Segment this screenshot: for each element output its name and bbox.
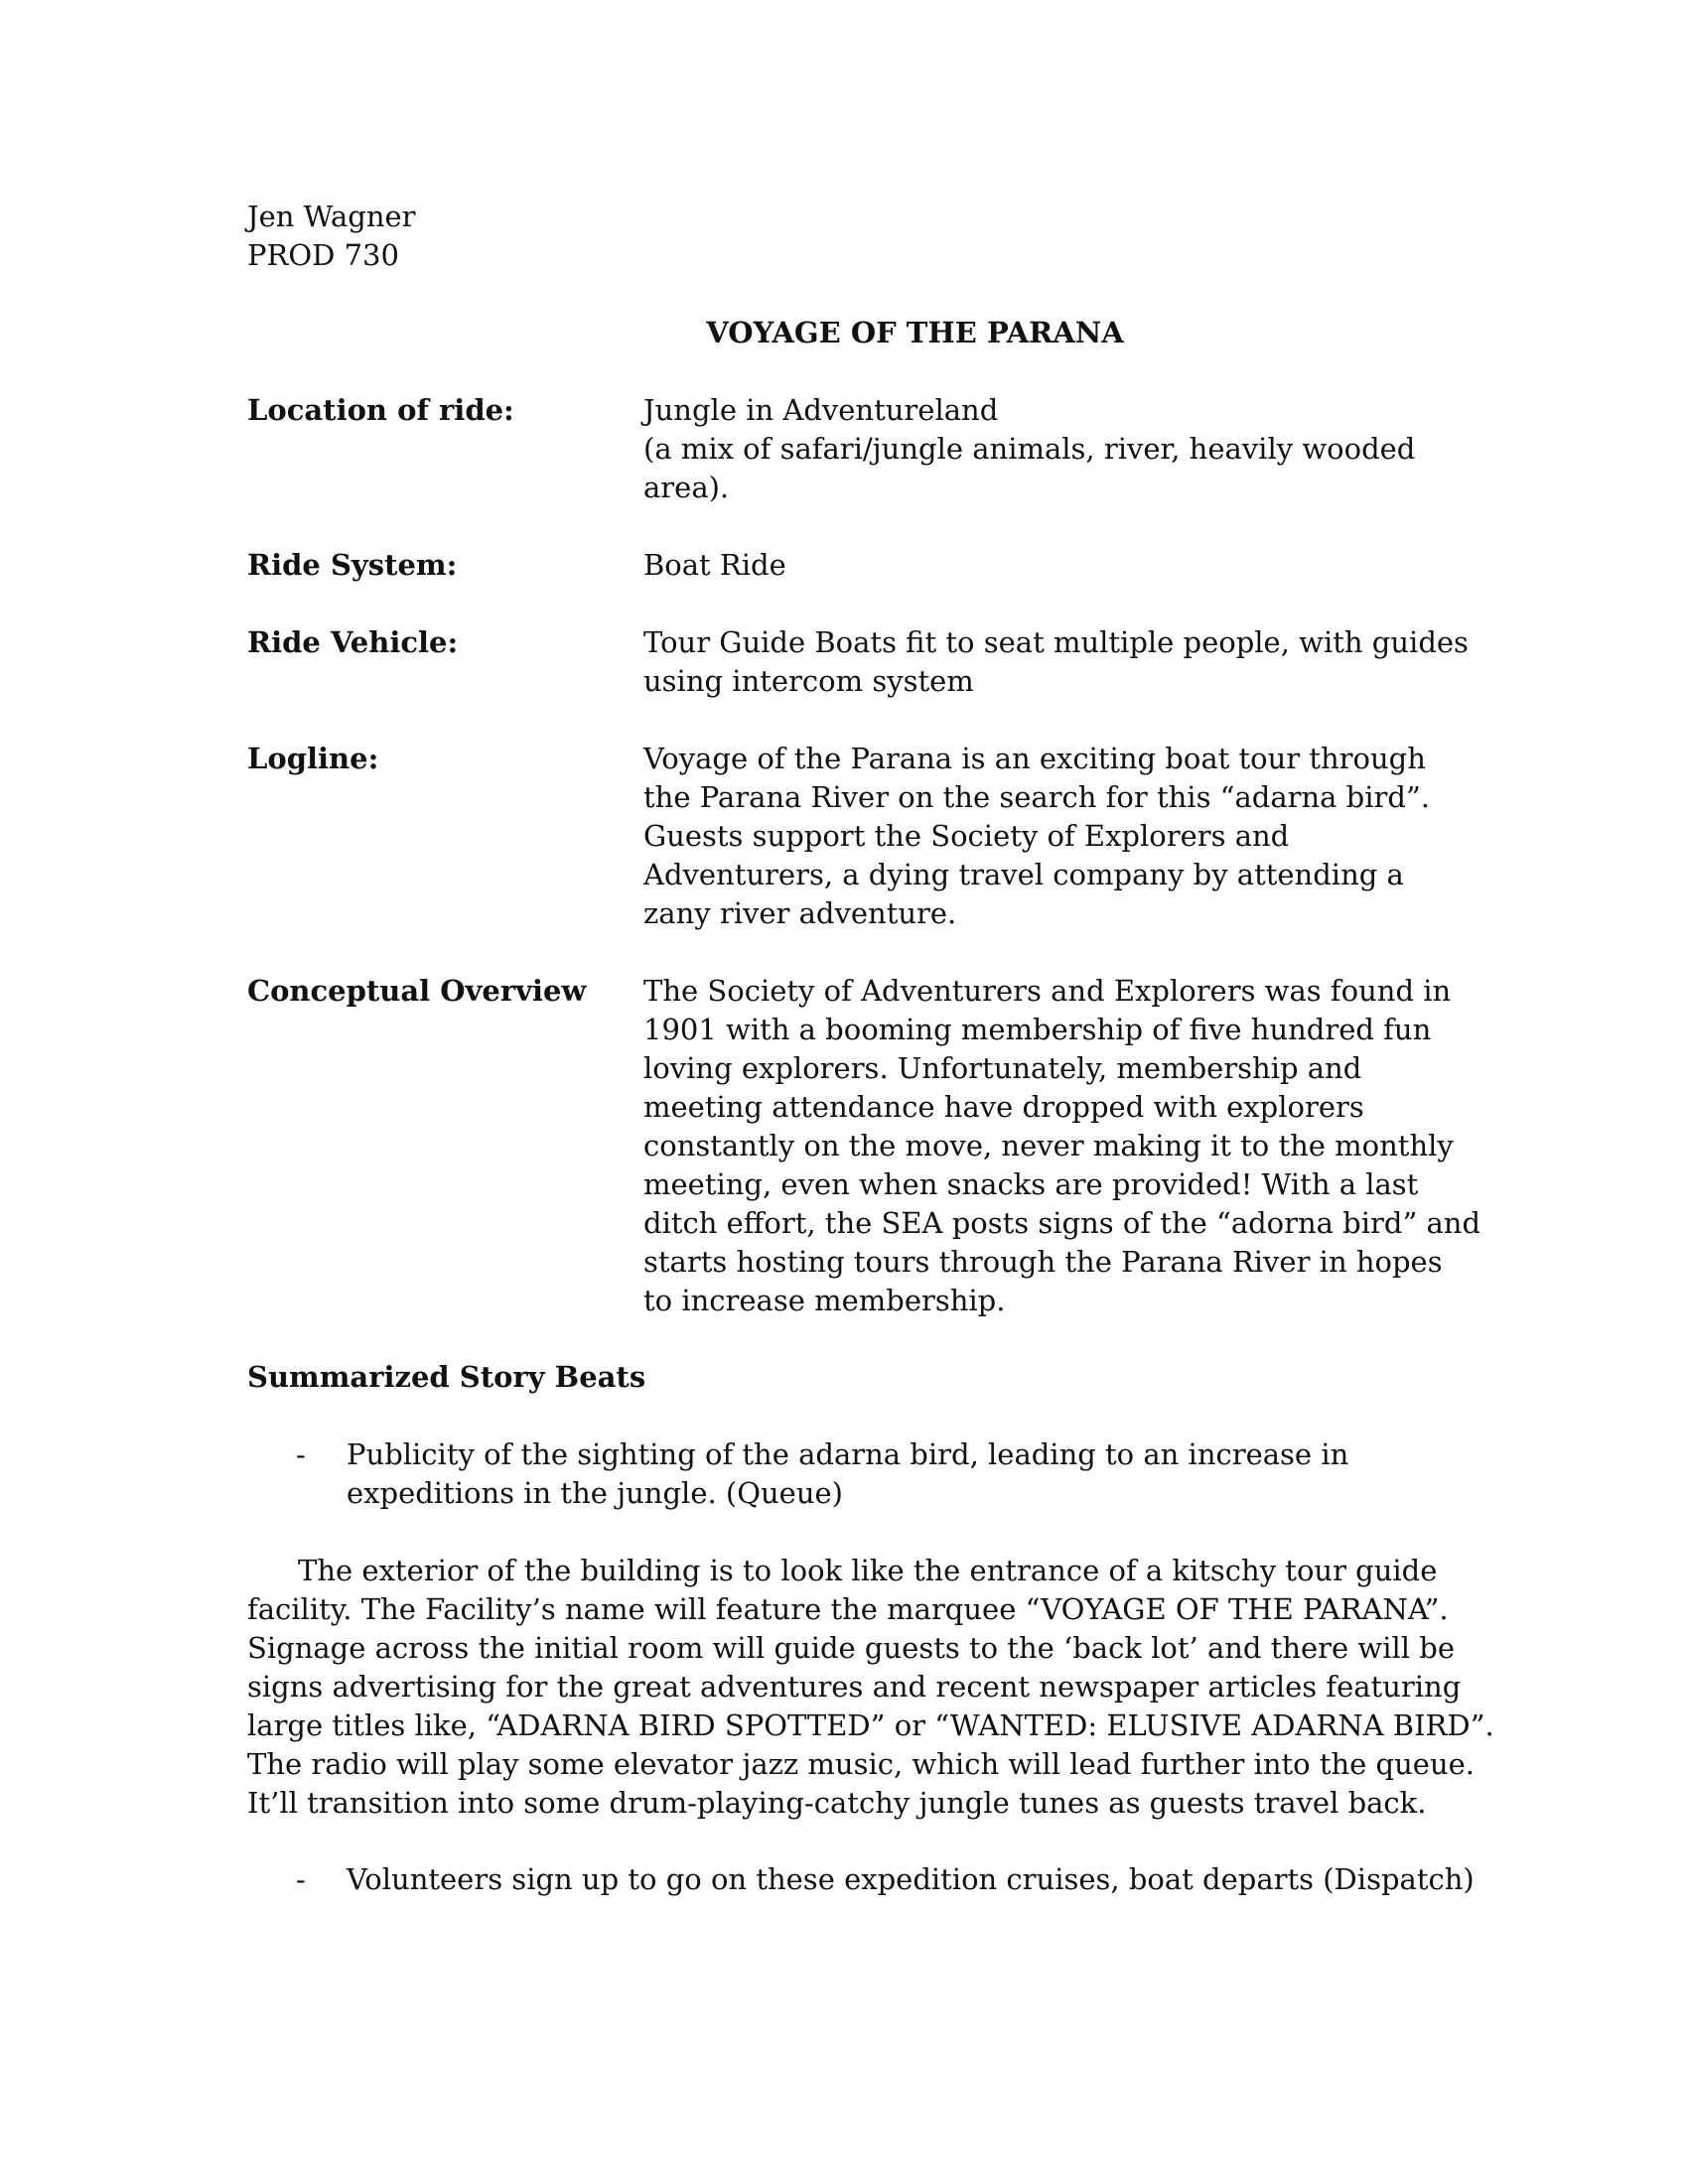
text-line: Jungle in Adventureland	[643, 393, 999, 427]
bullet-marker: -	[296, 1437, 306, 1471]
text-line: The Society of Adventurers and Explorers was found in	[643, 974, 1452, 1008]
document-title: VOYAGE OF THE PARANA	[706, 316, 1124, 349]
field-label-logline: Logline:	[247, 742, 379, 775]
text-line: signs advertising for the great adventures and recent newspaper articles featuring	[247, 1670, 1462, 1704]
field-label-ride-system: Ride System:	[247, 548, 458, 582]
field-value-logline	[643, 740, 1458, 933]
paragraph-exterior	[247, 1552, 1494, 1823]
text-line: ditch effort, the SEA posts signs of the “adorna bird” and	[643, 1206, 1481, 1240]
text-line: meeting attendance have dropped with explorers	[643, 1090, 1364, 1124]
field-value-location	[643, 391, 1458, 507]
text-line: Publicity of the sighting of the adarna bird, leading to an increase in	[347, 1437, 1349, 1471]
text-line: The exterior of the building is to look like the entrance of a kitschy tour guide	[298, 1554, 1438, 1587]
text-line: expeditions in the jungle. (Queue)	[347, 1476, 843, 1510]
text-line: It’ll transition into some drum-playing-catchy jungle tunes as guests travel back.	[247, 1786, 1427, 1820]
section-heading-story-beats: Summarized Story Beats	[247, 1360, 646, 1394]
text-line: Volunteers sign up to go on these expedition cruises, boat departs (Dispatch)	[347, 1862, 1475, 1896]
text-line: Signage across the initial room will guide guests to the ‘back lot’ and there will be	[247, 1631, 1456, 1665]
text-line: starts hosting tours through the Parana River in hopes	[643, 1245, 1443, 1279]
bullet-item-queue	[347, 1435, 1348, 1513]
text-line: zany river adventure.	[643, 896, 957, 930]
text-line: to increase membership.	[643, 1284, 1006, 1317]
text-line: loving explorers. Unfortunately, membership and	[643, 1051, 1362, 1085]
text-line: (a mix of safari/jungle animals, river, heavily wooded	[643, 432, 1416, 466]
text-line: the Parana River on the search for this “adarna bird”.	[643, 780, 1430, 814]
text-line: constantly on the move, never making it to the monthly	[643, 1129, 1454, 1162]
text-line: area).	[643, 471, 730, 504]
text-line: using intercom system	[643, 664, 974, 698]
text-line: Adventurers, a dying travel company by attending a	[643, 858, 1404, 891]
field-label-conceptual-overview: Conceptual Overview	[247, 974, 587, 1008]
text-line: large titles like, “ADARNA BIRD SPOTTED” or “WANTED: ELUSIVE ADARNA BIRD”.	[247, 1708, 1494, 1742]
text-line: Boat Ride	[643, 548, 786, 582]
text-line: Tour Guide Boats fit to seat multiple people, with guides	[643, 625, 1469, 659]
field-value-conceptual-overview	[643, 972, 1481, 1320]
course-code: PROD 730	[247, 238, 399, 272]
text-line: Voyage of the Parana is an exciting boat tour through	[643, 742, 1426, 775]
field-label-ride-vehicle: Ride Vehicle:	[247, 625, 459, 659]
field-label-location: Location of ride:	[247, 393, 514, 427]
text-line: meeting, even when snacks are provided! With a last	[643, 1167, 1419, 1201]
text-line: The radio will play some elevator jazz music, which will lead further into the queue.	[247, 1747, 1476, 1781]
text-line: 1901 with a booming membership of five hundred fun	[643, 1013, 1432, 1046]
field-value-ride-vehicle	[643, 623, 1469, 701]
text-line: facility. The Facility’s name will feature the marquee “VOYAGE OF THE PARANA”.	[247, 1592, 1449, 1626]
text-line: Guests support the Society of Explorers and	[643, 819, 1290, 853]
bullet-item-dispatch	[347, 1860, 1475, 1899]
author-name: Jen Wagner	[247, 200, 416, 233]
field-value-ride-system	[643, 546, 1458, 585]
bullet-marker: -	[296, 1862, 306, 1896]
